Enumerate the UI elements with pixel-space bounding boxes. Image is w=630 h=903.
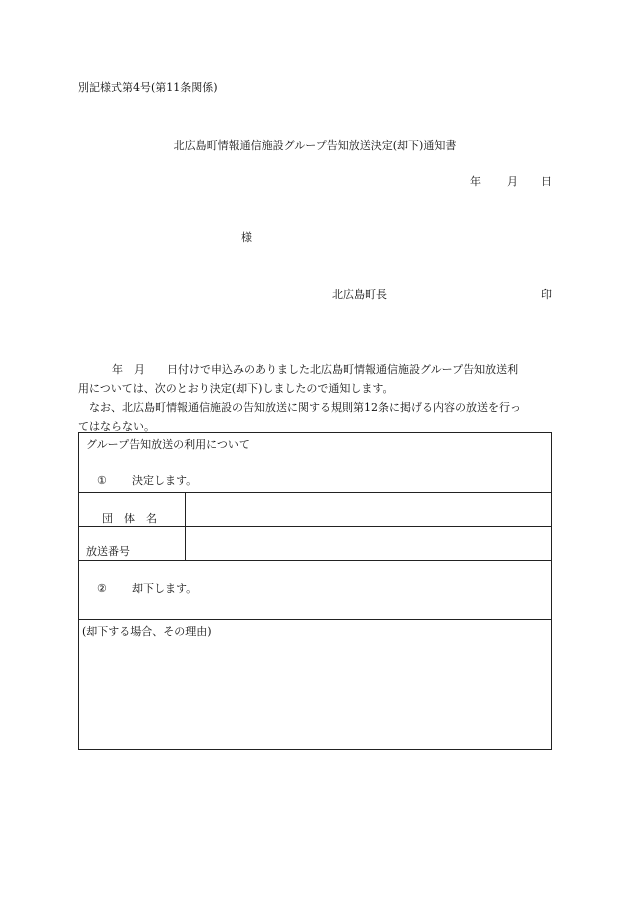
reject-text: 却下します。 bbox=[132, 582, 198, 595]
row-divider bbox=[79, 619, 551, 620]
addressee-honorific: 様 bbox=[241, 231, 252, 244]
date-day-label: 日 bbox=[541, 175, 552, 188]
row-divider bbox=[79, 560, 551, 561]
approve-text: 決定します。 bbox=[132, 474, 198, 487]
broadcast-number-label: 放送番号 bbox=[86, 545, 130, 558]
body-para2-line1: なお、北広島町情報通信施設の告知放送に関する規則第12条に掲げる内容の放送を行っ bbox=[89, 401, 521, 414]
row-divider bbox=[79, 526, 551, 527]
date-year-label: 年 bbox=[470, 175, 481, 188]
date-month-label: 月 bbox=[507, 175, 518, 188]
body-paragraph-1 bbox=[78, 360, 553, 398]
seal-mark: 印 bbox=[541, 288, 552, 301]
row-divider bbox=[79, 492, 551, 493]
form-reference: 別記様式第4号(第11条関係) bbox=[78, 81, 218, 94]
reject-mark: ② bbox=[97, 582, 107, 595]
body-paragraph-2 bbox=[78, 398, 553, 436]
body-para1-line1: 年 月 日付けで申込みのありました北広島町情報通信施設グループ告知放送利 bbox=[112, 363, 519, 376]
document-title: 北広島町情報通信施設グループ告知放送決定(却下)通知書 bbox=[173, 139, 457, 152]
body-text bbox=[78, 360, 553, 436]
sender-name: 北広島町長 bbox=[332, 288, 387, 301]
reason-label: (却下する場合、その理由) bbox=[82, 625, 212, 638]
section-title: グループ告知放送の利用について bbox=[86, 438, 250, 451]
body-para2-line2: てはならない。 bbox=[78, 420, 155, 433]
approve-mark: ① bbox=[97, 474, 107, 487]
application-table bbox=[78, 432, 552, 750]
body-para1-line2: 用については、次のとおり決定(却下)しましたので通知します。 bbox=[78, 382, 394, 395]
group-name-label: 団 体 名 bbox=[102, 512, 157, 525]
